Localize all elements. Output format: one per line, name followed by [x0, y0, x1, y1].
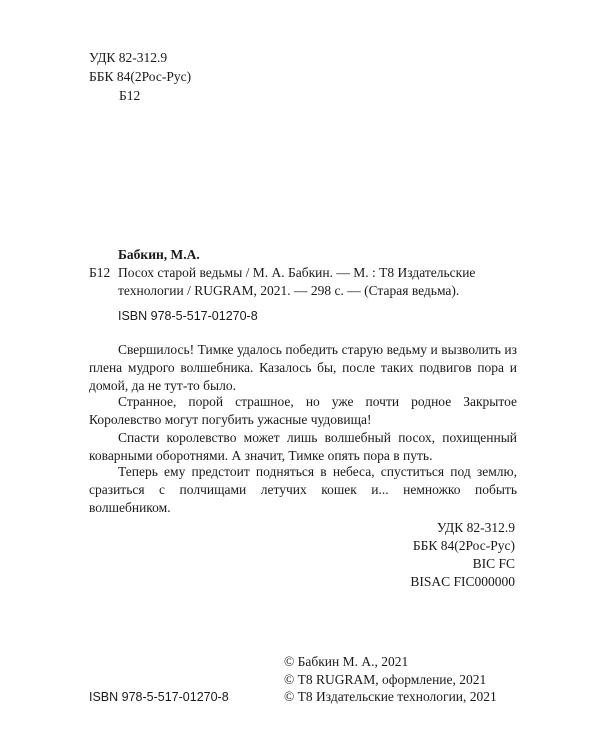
bisac-code: BISAC FIC000000 [410, 574, 515, 589]
copyright-publisher: © Т8 Издательские технологии, 2021 [284, 689, 497, 704]
bbk-code: ББК 84(2Рос-Рус) [89, 69, 192, 84]
copyright-author: © Бабкин М. А., 2021 [284, 654, 409, 669]
top-classification-codes [89, 49, 191, 106]
bottom-isbn: ISBN 978-5-517-01270-8 [89, 690, 229, 704]
catalog-isbn: ISBN 978-5-517-01270-8 [118, 309, 258, 323]
author-sign: Б12 [119, 88, 141, 103]
annotation-paragraph: Странное, порой страшное, но уже почти родное Закрытое Королевство могут погубить ужасные чудовища! [89, 394, 517, 427]
bic-code: BIC FC [472, 556, 515, 571]
copyright-block [284, 653, 497, 706]
bibliographic-description-line-1: Посох старой ведьмы / М. А. Бабкин. — М. : Т8 Издательские [118, 265, 476, 280]
catalog-author-sign: Б12 [89, 265, 111, 280]
udk-code: УДК 82-312.9 [89, 50, 168, 65]
bibliographic-description-line-2: технологии / RUGRAM, 2021. — 298 с. — (Старая ведьма). [118, 283, 460, 298]
annotation-paragraph: Свершилось! Тимке удалось победить старую ведьму и вызволить из плена мудрого волшебника. Казалось бы, после таких подвигов пора и домой, да не тут-то было. [89, 342, 517, 393]
right-classification-codes [410, 519, 515, 591]
copyright-design: © Т8 RUGRAM, оформление, 2021 [284, 671, 487, 687]
udk-code: УДК 82-312.9 [436, 520, 515, 535]
author-heading: Бабкин, М.А. [118, 247, 200, 262]
annotation-paragraph: Теперь ему предстоит подняться в небеса, спуститься под землю, сразиться с полчищами летучих кошек и... немножко побыть волшебником. [89, 464, 517, 515]
annotation-paragraph: Спасти королевство может лишь волшебный посох, похищенный коварными оборотнями. А значит, Тимке опять пора в путь. [89, 430, 517, 463]
bbk-code: ББК 84(2Рос-Рус) [412, 538, 515, 553]
